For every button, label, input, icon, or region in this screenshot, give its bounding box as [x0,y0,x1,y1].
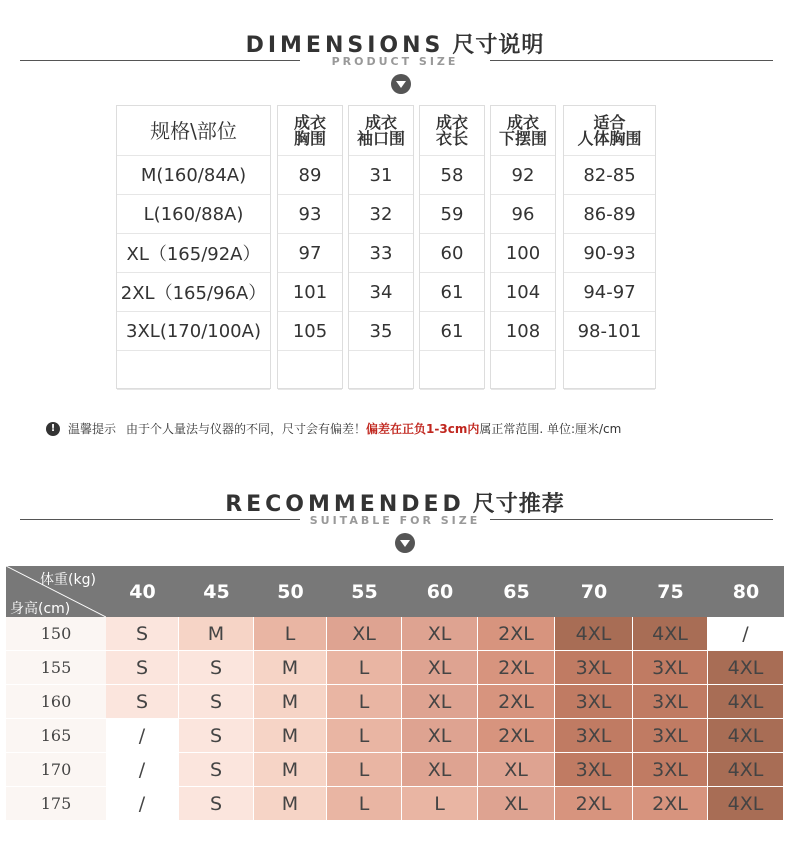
note-suffix: 属正常范围. 单位:厘米/cm [479,422,622,436]
size-cell: M [254,719,327,753]
size-cell: 3XL [633,753,708,787]
size-cell: 3XL [633,685,708,719]
dimensions-cell: 31 [349,156,413,195]
dimensions-cell: 96 [491,195,555,234]
height-label: 170 [6,753,106,787]
dimensions-column-header [420,106,484,156]
dimensions-title-en: DIMENSIONS [245,33,445,58]
size-cell: 2XL [478,685,555,719]
header-line-1: 适合 [593,112,626,132]
weight-label: 40 [129,580,156,603]
dimensions-cell [117,351,270,390]
dimensions-cell: 58 [420,156,484,195]
size-cell: L [254,617,327,651]
size-cell: XL [478,753,555,787]
size-cell: XL [402,719,478,753]
dimensions-cell: 92 [491,156,555,195]
dimensions-cell: 59 [420,195,484,234]
dimensions-cell: 34 [349,273,413,312]
header-line-2: 袖口围 [356,128,405,148]
weight-label: 70 [580,580,608,603]
dimensions-cell: 60 [420,234,484,273]
size-cell: 3XL [555,753,633,787]
weight-header-row [6,566,784,617]
size-cell: L [327,651,402,685]
dimensions-cell: 108 [491,312,555,351]
size-cell: S [179,753,254,787]
header-line-1: 成衣 [293,112,326,132]
dimensions-cell: 89 [278,156,342,195]
weight-label: 80 [732,580,760,603]
weight-label: 55 [351,580,378,603]
size-cell: XL [402,617,478,651]
size-cell: 3XL [555,651,633,685]
size-cell: S [106,617,179,651]
size-cell: 4XL [555,617,633,651]
weight-label: 50 [277,580,304,603]
size-cell: XL [402,753,478,787]
size-cell: / [708,617,784,651]
dimensions-cell: 61 [420,273,484,312]
size-cell: XL [478,787,555,821]
size-cell: 2XL [633,787,708,821]
dimensions-cell: 2XL（165/96A） [117,273,270,312]
dimensions-cell: 35 [349,312,413,351]
recommended-title-en: RECOMMENDED [225,492,465,517]
dimensions-column [277,105,343,389]
note-body: 由于个人量法与仪器的不同，尺寸会有偏差！ [126,422,367,436]
dimensions-cell: 61 [420,312,484,351]
height-label: 150 [6,617,106,651]
dimensions-cell: 90-93 [564,234,655,273]
dimensions-cell: 104 [491,273,555,312]
recommended-title-cn: 尺寸推荐 [472,492,565,517]
size-cell: L [327,719,402,753]
header-line-2: 下摆围 [498,128,547,148]
header-line-2: 人体胸围 [577,128,642,148]
size-cell: 4XL [708,753,784,787]
size-cell: M [254,787,327,821]
size-cell: / [106,719,179,753]
dimensions-cell [564,351,655,390]
size-cell: 3XL [633,651,708,685]
size-note [46,420,621,437]
size-cell: 3XL [555,719,633,753]
dimensions-cell: M(160/84A) [117,156,270,195]
dimensions-column-header: 规格\部位 [117,106,270,156]
info-icon: ! [46,422,60,436]
dimensions-column-header [278,106,342,156]
dimensions-column-header [491,106,555,156]
size-cell: XL [402,651,478,685]
grid-corner [6,566,106,617]
dimensions-title-cn: 尺寸说明 [452,33,545,58]
dimensions-cell: L(160/88A) [117,195,270,234]
size-cell: 2XL [478,719,555,753]
size-cell: 4XL [708,787,784,821]
dimensions-cell: 86-89 [564,195,655,234]
size-cell: / [106,787,179,821]
dimensions-cell [491,351,555,390]
size-cell: 4XL [708,685,784,719]
dimensions-cell: 100 [491,234,555,273]
size-cell: M [254,685,327,719]
dimensions-subtitle: PRODUCT SIZE [331,55,459,68]
dimensions-cell [278,351,342,390]
recommended-subtitle: SUITABLE FOR SIZE [309,514,481,527]
dimensions-cell: 101 [278,273,342,312]
dimensions-column [563,105,656,389]
weight-label: 60 [426,580,454,603]
note-warning: 偏差在正负1-3cm内 [366,422,480,436]
dimensions-column [116,105,271,389]
size-cell: L [327,753,402,787]
height-label: 165 [6,719,106,753]
size-cell: M [179,617,254,651]
size-cell: L [327,787,402,821]
size-cell: 3XL [555,685,633,719]
size-cell: 2XL [478,651,555,685]
dimensions-cell: 3XL(170/100A) [117,312,270,351]
dimensions-column-header [564,106,655,156]
size-cell: S [106,685,179,719]
dimensions-cell: XL（165/92A） [117,234,270,273]
size-cell: XL [327,617,402,651]
dimensions-cell: 32 [349,195,413,234]
height-axis-label: 身高(cm) [10,601,71,617]
dimensions-column [348,105,414,389]
note-prefix: 温馨提示 [68,422,117,436]
size-cell: 2XL [555,787,633,821]
dimensions-column [490,105,556,389]
height-label: 160 [6,685,106,719]
size-cell: / [106,753,179,787]
size-cell: S [106,651,179,685]
header-line-2: 衣长 [435,128,468,148]
size-cell: 3XL [633,719,708,753]
size-cell: S [179,685,254,719]
size-cell: L [327,685,402,719]
size-cell: S [179,651,254,685]
size-cell: L [402,787,478,821]
size-cell: 4XL [708,719,784,753]
dimensions-cell: 93 [278,195,342,234]
dimensions-cell [349,351,413,390]
size-cell: S [179,787,254,821]
height-label: 155 [6,651,106,685]
height-label: 175 [6,787,106,821]
dimensions-cell: 98-101 [564,312,655,351]
header-line-1: 成衣 [364,112,397,132]
header-line-2: 胸围 [293,128,326,148]
chevron-down-icon [391,74,411,94]
dimensions-column-header [349,106,413,156]
dimensions-cell [420,351,484,390]
size-cell: M [254,753,327,787]
dimensions-cell: 105 [278,312,342,351]
weight-label: 45 [203,580,230,603]
weight-label: 65 [503,580,530,603]
size-cell: 4XL [708,651,784,685]
size-cell: XL [402,685,478,719]
header-line-1: 成衣 [506,112,539,132]
header-line-1: 成衣 [435,112,468,132]
dimensions-cell: 94-97 [564,273,655,312]
dimensions-cell: 82-85 [564,156,655,195]
size-cell: S [179,719,254,753]
chevron-down-icon [395,533,415,553]
weight-axis-label: 体重(kg) [40,572,96,588]
weight-label: 75 [657,580,684,603]
dimensions-cell: 97 [278,234,342,273]
size-cell: 4XL [633,617,708,651]
size-cell: M [254,651,327,685]
dimensions-column [419,105,485,389]
dimensions-cell: 33 [349,234,413,273]
size-cell: 2XL [478,617,555,651]
